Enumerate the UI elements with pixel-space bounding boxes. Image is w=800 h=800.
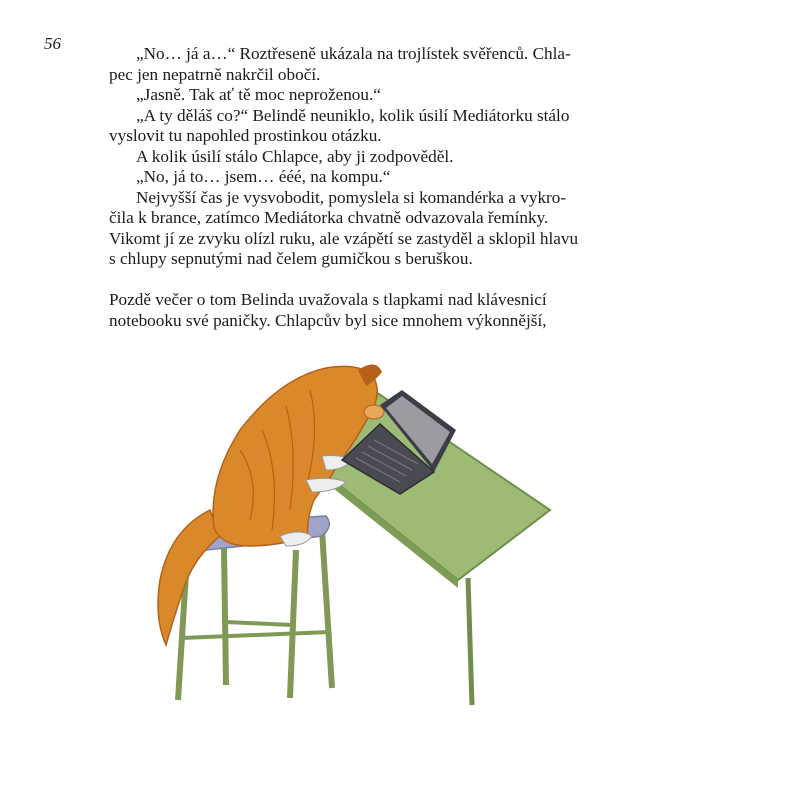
text-line: čila k brance, zatímco Mediátorka chvatně odvazovala řemínky. (109, 208, 549, 227)
dog-laptop-illustration (130, 360, 570, 710)
body-text (109, 44, 593, 331)
text-line: Nejvyšší čas je vysvobodit, pomyslela si komandérka a vykro- (136, 187, 567, 207)
dog-tail (158, 510, 220, 645)
text-line: Pozdě večer o tom Belinda uvažovala s tlapkami nad klávesnicí (109, 290, 547, 309)
stool-leg (322, 530, 332, 688)
dog-paw (280, 532, 312, 546)
text-line: „No, já to… jsem… ééé, na kompu.“ (136, 167, 391, 186)
text-line: „A ty děláš co?“ Belindě neuniklo, kolik úsilí Mediátorku stálo (136, 105, 570, 125)
text-line: pec jen nepatrně nakrčil obočí. (109, 64, 321, 84)
stool-leg (224, 548, 226, 685)
text-line: s chlupy sepnutými nad čelem gumičkou s beruškou. (109, 249, 473, 268)
dog (158, 364, 384, 645)
text-line: Vikomt jí ze zvyku olízl ruku, ale vzápětí se zastyděl a sklopil hlavu (109, 228, 579, 248)
text-line: vyslovit tu napohled prostinkou otázku. (109, 126, 382, 145)
text-line: „Jasně. Tak ať tě moc neproženou.“ (136, 85, 381, 104)
text-line: A kolik úsilí stálo Chlapce, aby ji zodpověděl. (136, 146, 454, 166)
stool-rung (182, 632, 330, 638)
table-leg (468, 578, 472, 705)
page-number: 56 (44, 34, 61, 53)
text-line: notebooku své paničky. Chlapcův byl sice mnohem výkonnější, (109, 310, 547, 330)
dog-snout (364, 405, 384, 419)
stool-rung (226, 622, 292, 625)
text-line: „No… já a…“ Roztřeseně ukázala na trojlístek svěřenců. Chla- (136, 44, 571, 63)
illustration (130, 360, 570, 710)
